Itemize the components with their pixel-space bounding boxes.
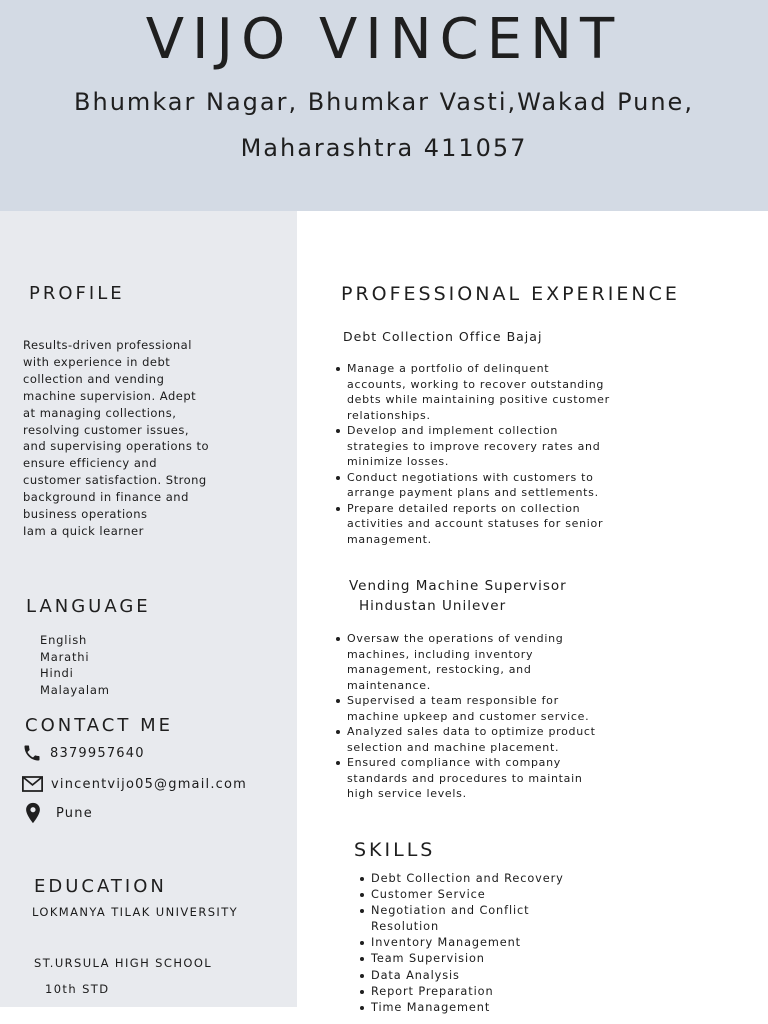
job-bullet: Manage a portfolio of delinquent accounts, working to recover outstanding debts while maintaining positive customer relationships.: [347, 361, 612, 423]
contact-email: [22, 773, 247, 795]
contact-title: CONTACT ME: [25, 715, 173, 736]
skill-item: Customer Service: [371, 887, 571, 903]
phone-icon: [22, 743, 42, 763]
language-title: LANGUAGE: [26, 596, 151, 617]
skill-item: Data Analysis: [371, 968, 571, 984]
job-bullet: Develop and implement collection strategies to improve recovery rates and minimize losses.: [347, 423, 612, 470]
location-pin-icon: [22, 801, 44, 825]
education-grade: 10th STD: [45, 982, 110, 996]
address-line-2: Maharashtra 411057: [240, 134, 528, 162]
profile-text: Results-driven professional with experience in debt collection and vending machine supervision. Adept at managing collections, resolving customer issues, and supervising operations to ensure efficiency and customer satisfaction. Strong background in finance and business operations Iam a quick learner: [23, 338, 210, 538]
skills-list: [371, 871, 571, 1016]
mail-icon: [22, 776, 43, 792]
location-text: Pune: [56, 805, 93, 821]
contact-phone: [22, 742, 145, 764]
skill-item: Debt Collection and Recovery: [371, 871, 571, 887]
profile-title: PROFILE: [29, 283, 125, 304]
skill-item: Report Preparation: [371, 984, 571, 1000]
skill-item: Negotiation and Conflict Resolution: [371, 903, 571, 935]
job-bullets: [347, 631, 612, 802]
candidate-name: VIJO VINCENT: [145, 7, 623, 72]
skills-title: SKILLS: [354, 839, 436, 861]
education-title: EDUCATION: [34, 876, 167, 897]
language-item: Hindi: [40, 666, 74, 680]
skill-item: Time Management: [371, 1000, 571, 1016]
language-item: Malayalam: [40, 682, 110, 697]
job-title: Debt Collection Office Bajaj: [343, 329, 543, 344]
skill-item: Inventory Management: [371, 935, 571, 951]
job-title: Vending Machine Supervisor: [349, 578, 567, 594]
phone-number[interactable]: 8379957640: [50, 745, 145, 761]
job-company: Hindustan Unilever: [359, 598, 507, 614]
address-line-1: Bhumkar Nagar, Bhumkar Vasti,Wakad Pune,: [74, 88, 694, 116]
education-university: LOKMANYA TILAK UNIVERSITY: [32, 905, 239, 919]
job-bullet: Oversaw the operations of vending machines, including inventory management, restocking, and maintenance.: [347, 631, 612, 693]
contact-location: [22, 802, 93, 824]
job-bullet: Ensured compliance with company standards and procedures to maintain high service levels.: [347, 755, 612, 802]
job-bullet: Conduct negotiations with customers to arrange payment plans and settlements.: [347, 470, 612, 501]
job-bullet: Prepare detailed reports on collection activities and account statuses for senior management.: [347, 501, 612, 548]
job-bullet: Supervised a team responsible for machine upkeep and customer service.: [347, 693, 612, 724]
experience-title: PROFESSIONAL EXPERIENCE: [341, 283, 680, 305]
language-item: English: [40, 633, 88, 647]
email-address[interactable]: vincentvijo05@gmail.com: [51, 776, 248, 792]
language-item: Marathi: [40, 649, 90, 664]
job-bullet: Analyzed sales data to optimize product selection and machine placement.: [347, 724, 612, 755]
skill-item: Team Supervision: [371, 951, 571, 967]
header-banner: [0, 0, 768, 211]
language-list: [40, 632, 110, 698]
education-school: ST.URSULA HIGH SCHOOL: [34, 956, 213, 970]
job-bullets: [347, 361, 612, 547]
